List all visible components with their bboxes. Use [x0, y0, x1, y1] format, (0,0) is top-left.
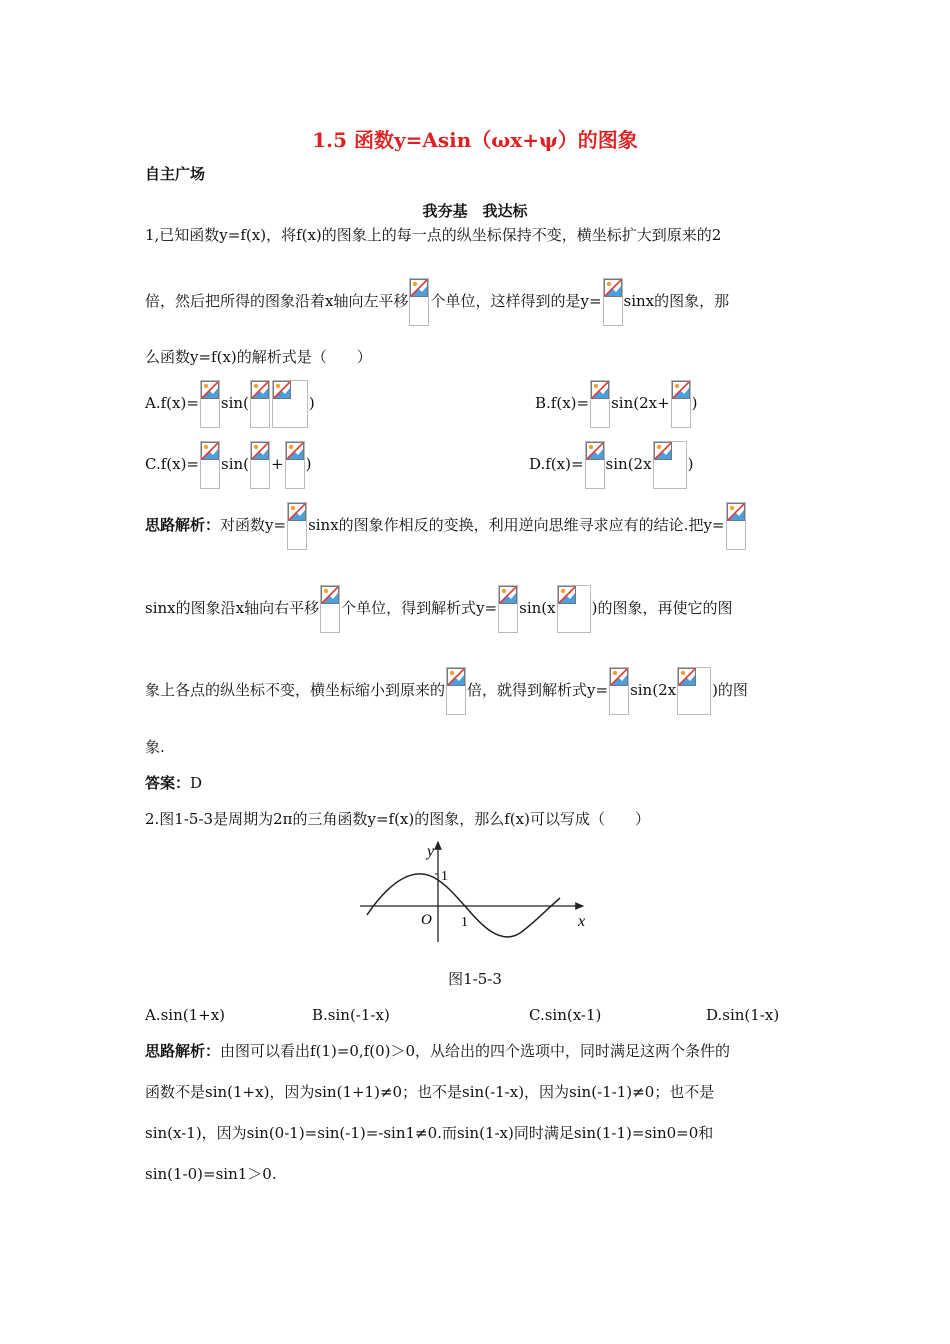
q1-line-2 — [145, 278, 729, 326]
q2-option-a: A.sin(1+x) — [145, 1006, 226, 1024]
q2-solution-line-1 — [145, 1041, 730, 1061]
formula-image-icon — [585, 441, 605, 489]
q1-answer — [145, 773, 202, 793]
q2-option-c: C.sin(x-1) — [529, 1006, 602, 1024]
formula-image-icon — [557, 585, 591, 633]
solution-label: 思路解析： — [145, 1042, 221, 1060]
option-label: C.f(x)= — [145, 455, 199, 473]
formula-image-icon — [272, 380, 308, 428]
formula-image-icon — [677, 667, 711, 715]
q2-stem: 2.图1-5-3是周期为2π的三角函数y=f(x)的图象，那么f(x)可以写成（ ） — [145, 810, 650, 828]
solution-text: sin(2x — [630, 681, 677, 699]
formula-image-icon — [285, 441, 305, 489]
y-axis-label: y — [427, 843, 435, 860]
formula-image-icon — [446, 667, 466, 715]
option-text: sin( — [220, 394, 249, 412]
q1-solution-line-3 — [145, 667, 748, 715]
formula-image-icon — [609, 667, 629, 715]
q2-option-b: B.sin(-1-x) — [312, 1006, 390, 1024]
q2-solution-line-2: 函数不是sin(1+x)，因为sin(1+1)≠0；也不是sin(-1-x)，因为sin(-1-1)≠0；也不是 — [145, 1083, 715, 1101]
option-label: B.f(x)= — [535, 394, 590, 412]
formula-image-icon — [726, 502, 746, 550]
x-axis-label: x — [578, 913, 586, 930]
option-text: sin(2x — [605, 455, 652, 473]
x-tick-label-1: 1 — [461, 915, 468, 930]
solution-text: )的图 — [712, 681, 748, 699]
option-text: ) — [691, 394, 698, 412]
solution-text: sinx的图象沿x轴向右平移 — [145, 599, 320, 617]
q2-solution-line-4: sin(1-0)=sin1＞0. — [145, 1165, 277, 1183]
q1-solution-line-1 — [145, 502, 747, 550]
origin-label: O — [421, 912, 432, 928]
sine-graph-figure — [355, 836, 595, 946]
solution-text: sin(x — [519, 599, 556, 617]
q1-solution-line-4: 象. — [145, 738, 165, 756]
option-label: D.f(x)= — [529, 455, 584, 473]
q1-text: sinx的图象，那 — [623, 292, 730, 310]
formula-image-icon — [653, 441, 687, 489]
q1-line-1: 1,已知函数y=f(x)，将f(x)的图象上的每一点的纵坐标保持不变，横坐标扩大到原来的2 — [145, 226, 722, 244]
answer-value: D — [190, 774, 203, 792]
q2-option-d: D.sin(1-x) — [706, 1006, 780, 1024]
q1-line-3: 么函数y=f(x)的解析式是（ ） — [145, 348, 372, 366]
formula-image-icon — [287, 502, 307, 550]
option-text: + — [271, 455, 284, 473]
q1-solution-line-2 — [145, 585, 732, 633]
page-title: 1.5 函数y=Asin（ωx+ψ）的图象 — [312, 128, 638, 152]
q1-option-b — [535, 380, 698, 428]
solution-text: 由图可以看出f(1)=0,f(0)＞0，从给出的四个选项中，同时满足这两个条件的 — [220, 1042, 731, 1060]
option-text: sin(2x+ — [611, 394, 670, 412]
formula-image-icon — [320, 585, 340, 633]
option-text: ) — [305, 455, 312, 473]
solution-text: 象上各点的纵坐标不变，横坐标缩小到原来的 — [145, 681, 446, 699]
formula-image-icon — [603, 278, 623, 326]
answer-label: 答案： — [145, 774, 191, 792]
formula-image-icon — [200, 441, 220, 489]
q1-option-d — [529, 441, 693, 489]
formula-image-icon — [250, 380, 270, 428]
solution-text: 对函数y= — [220, 516, 287, 534]
solution-text: 个单位，得到解析式y= — [341, 599, 498, 617]
formula-image-icon — [498, 585, 518, 633]
formula-image-icon — [671, 380, 691, 428]
solution-text: )的图象，再使它的图 — [591, 599, 733, 617]
formula-image-icon — [590, 380, 610, 428]
solution-label: 思路解析： — [145, 516, 221, 534]
q1-text: 倍，然后把所得的图象沿着x轴向左平移 — [145, 292, 409, 310]
formula-image-icon — [250, 441, 270, 489]
formula-image-icon — [200, 380, 220, 428]
figure-caption: 图1-5-3 — [448, 970, 502, 988]
option-text: sin( — [221, 455, 250, 473]
option-text: ) — [308, 394, 315, 412]
subsection-heading: 我夯基 我达标 — [422, 202, 528, 220]
solution-text: sinx的图象作相反的变换，利用逆向思维寻求应有的结论.把y= — [308, 516, 725, 534]
solution-text: 倍，就得到解析式y= — [467, 681, 609, 699]
option-label: A.f(x)= — [145, 394, 199, 412]
q1-option-c — [145, 441, 311, 489]
formula-image-icon — [409, 278, 429, 326]
q2-solution-line-3: sin(x-1)，因为sin(0-1)=sin(-1)=-sin1≠0.而sin(1-x)同时满足sin(1-1)=sin0=0和 — [145, 1124, 714, 1142]
q1-text: 个单位，这样得到的是y= — [430, 292, 602, 310]
y-tick-label-1: 1 — [441, 869, 448, 884]
q1-option-a — [145, 380, 315, 428]
option-text: ) — [687, 455, 694, 473]
section-heading: 自主广场 — [145, 165, 206, 183]
